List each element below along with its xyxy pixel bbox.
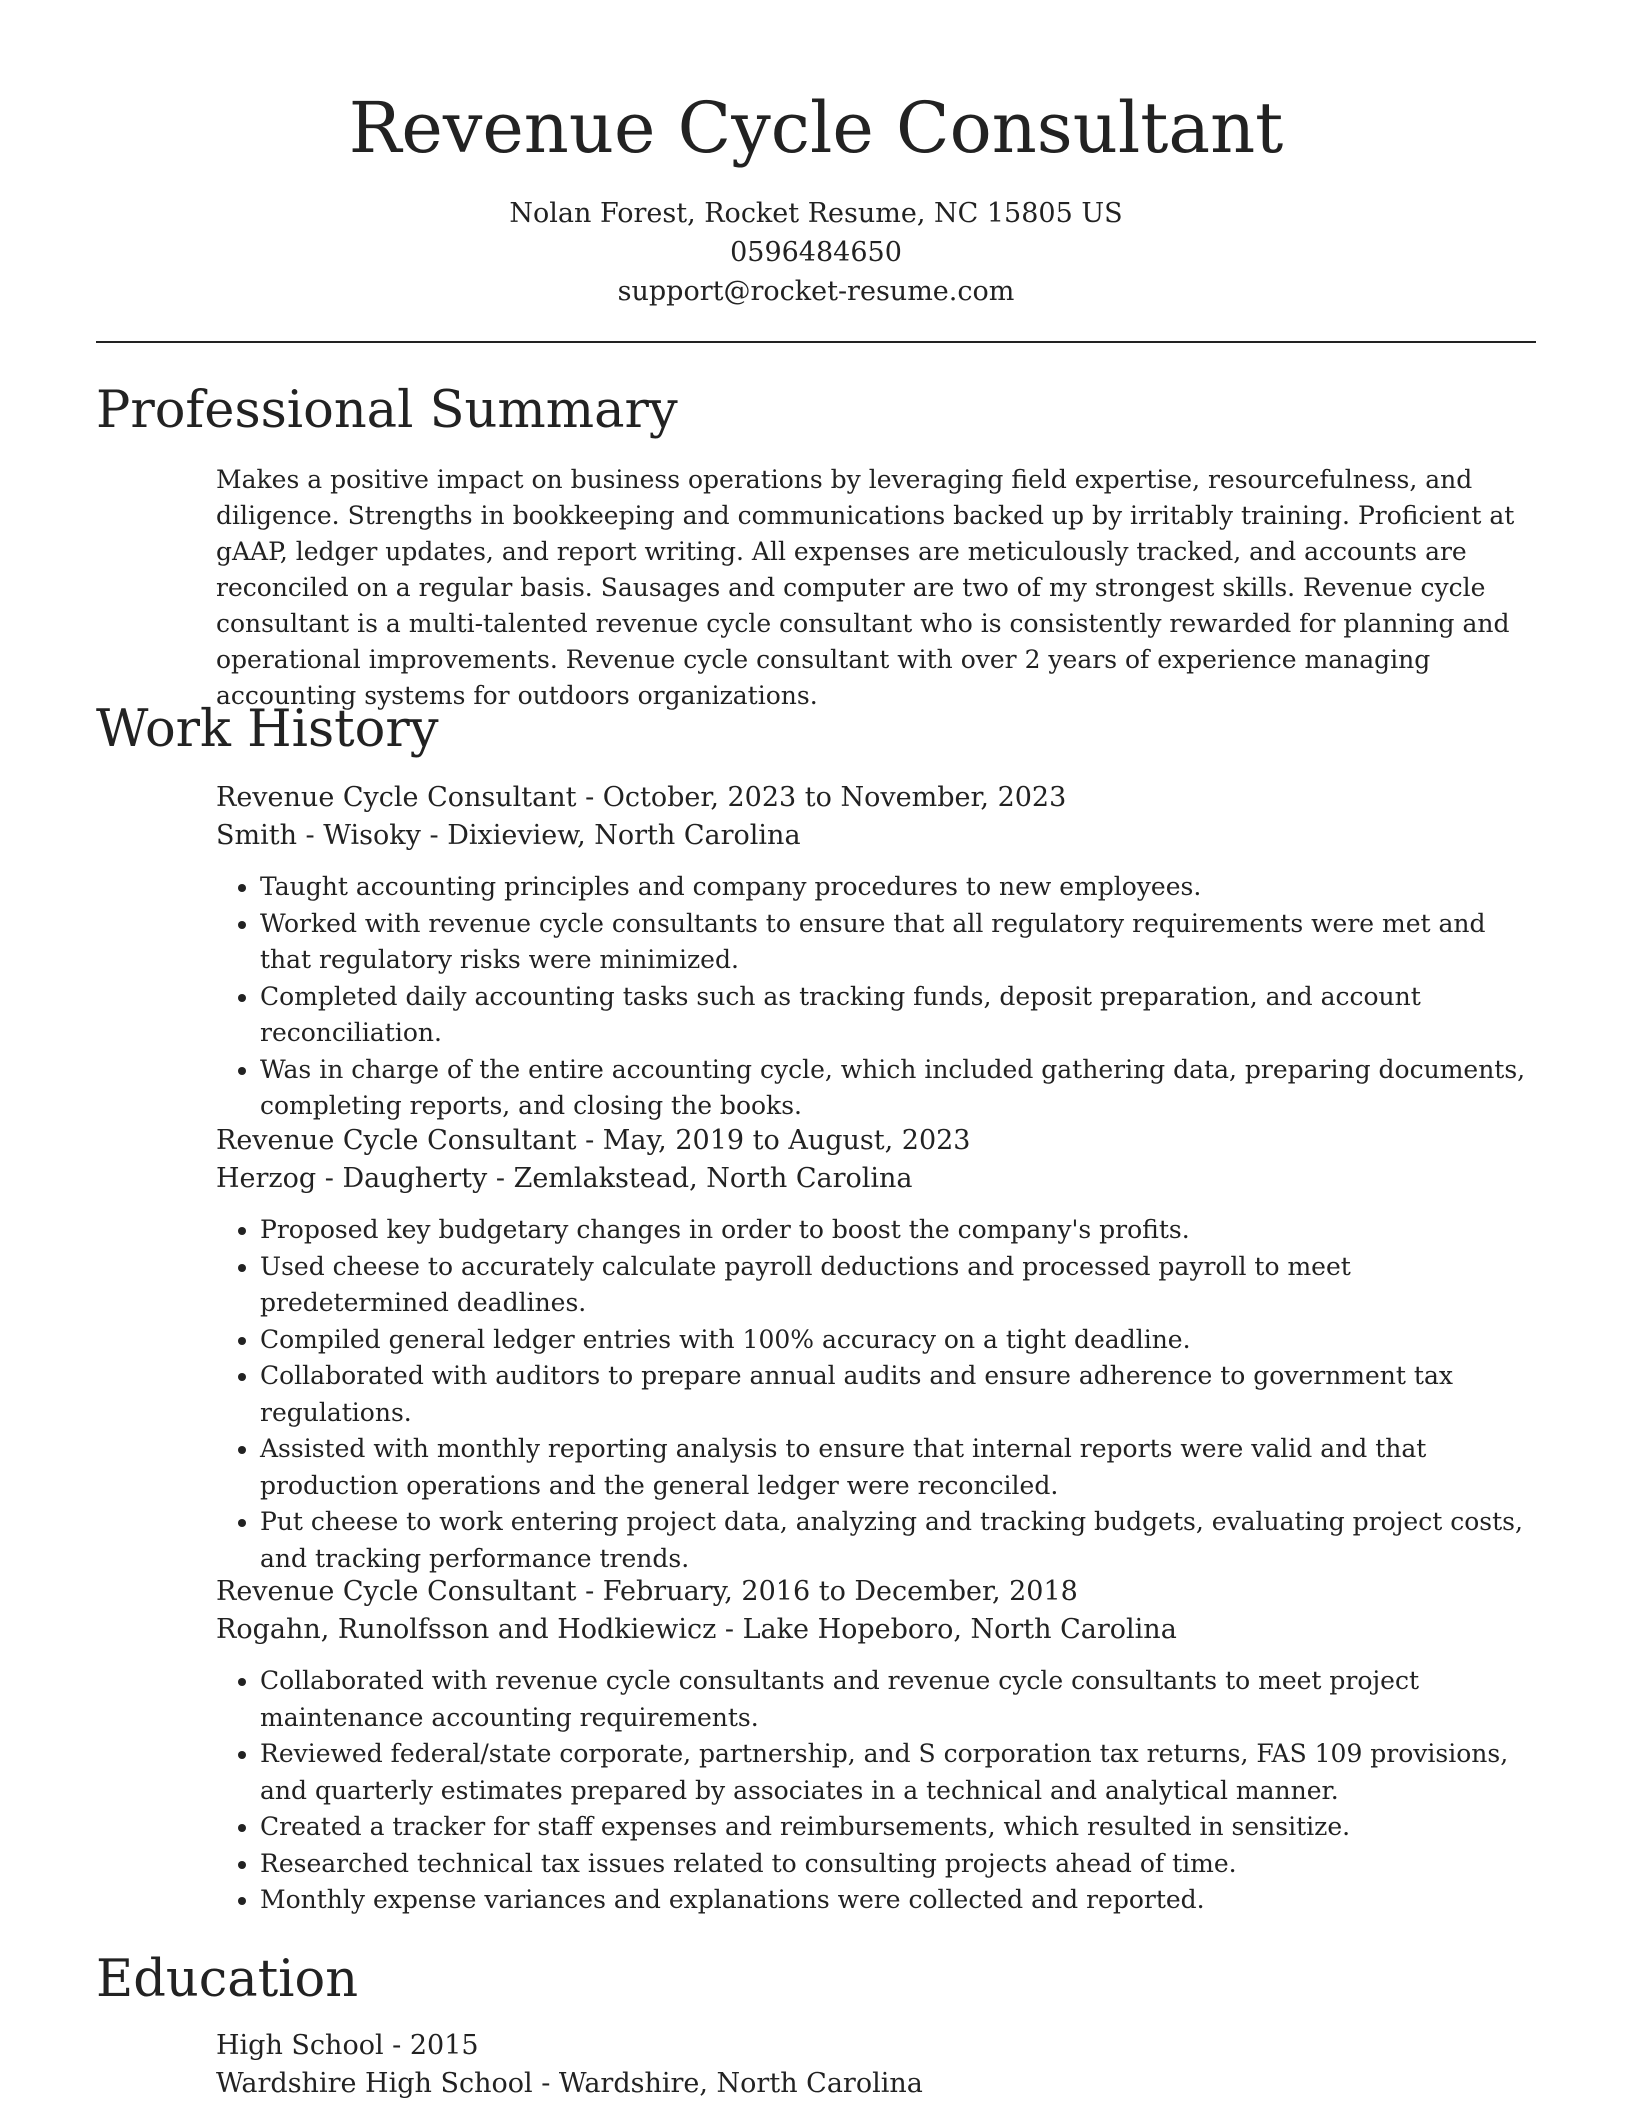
job-company-line: [216, 1611, 1536, 1649]
job-company-line: [216, 1160, 1536, 1198]
job-bullet: • Assisted with monthly reporting analysis to ensure that internal reports were valid and that production operations and the general ledger were reconciled.: [260, 1431, 1536, 1504]
job-entry: [216, 1573, 1536, 1919]
summary-heading: Professional Summary: [96, 381, 678, 440]
education-heading: Education: [96, 1950, 359, 2009]
job-bullet: • Was in charge of the entire accounting cycle, which included gathering data, preparing documents, completing reports, and closing the books.: [260, 1052, 1536, 1125]
job-bullets: [216, 1212, 1536, 1577]
work-history-heading: Work History: [96, 700, 439, 759]
job-bullet: • Reviewed federal/state corporate, partnership, and S corporation tax returns, FAS 109 provisions, and quarterly estimates prepared by associates in a technical and analytical manner.: [260, 1736, 1536, 1809]
education-school: Wardshire High School: [216, 2068, 533, 2099]
job-dates: - October, 2023 to November, 2023: [576, 782, 1067, 813]
contact-email: support@rocket-resume.com: [617, 276, 1015, 307]
job-title: Revenue Cycle Consultant: [216, 1125, 577, 1156]
job-title: Revenue Cycle Consultant: [216, 1576, 577, 1607]
job-bullet: • Collaborated with auditors to prepare annual audits and ensure adherence to government tax regulations.: [260, 1358, 1536, 1431]
job-title-line: [216, 1122, 1536, 1160]
contact-phone: 0596484650: [730, 237, 902, 268]
job-dates: - February, 2016 to December, 2018: [576, 1576, 1078, 1607]
education-entry: [216, 2027, 1536, 2103]
job-bullets: [216, 1663, 1536, 1919]
job-bullets: [216, 869, 1536, 1125]
job-title-line: [216, 1573, 1536, 1611]
header-divider: [96, 341, 1536, 343]
job-dates: - May, 2019 to August, 2023: [576, 1125, 971, 1156]
job-title: Revenue Cycle Consultant: [216, 782, 577, 813]
job-title-line: [216, 779, 1536, 817]
job-bullet: • Worked with revenue cycle consultants to ensure that all regulatory requirements were met and that regulatory risks were minimized.: [260, 906, 1536, 979]
contact-info: [0, 194, 1632, 311]
education-degree-line: [216, 2027, 1536, 2065]
job-bullet: • Taught accounting principles and company procedures to new employees.: [260, 869, 1536, 906]
job-bullet: • Collaborated with revenue cycle consultants and revenue cycle consultants to meet project maintenance accounting requirements.: [260, 1663, 1536, 1736]
education-school-line: [216, 2065, 1536, 2103]
job-company: Rogahn, Runolfsson and Hodkiewicz: [216, 1614, 717, 1645]
job-entry: [216, 1122, 1536, 1577]
job-bullet: • Proposed key budgetary changes in order to boost the company's profits.: [260, 1212, 1536, 1249]
contact-address: Nolan Forest, Rocket Resume, NC 15805 US: [509, 198, 1123, 229]
job-location: - Dixieview, North Carolina: [420, 820, 801, 851]
job-location: - Zemlakstead, North Carolina: [487, 1163, 913, 1194]
job-bullet: • Monthly expense variances and explanations were collected and reported.: [260, 1882, 1536, 1919]
job-company: Smith - Wisoky: [216, 820, 421, 851]
education-year: - 2015: [383, 2030, 479, 2061]
job-bullet: • Compiled general ledger entries with 100% accuracy on a tight deadline.: [260, 1322, 1536, 1359]
job-bullet: • Completed daily accounting tasks such as tracking funds, deposit preparation, and account reconciliation.: [260, 979, 1536, 1052]
job-company-line: [216, 817, 1536, 855]
job-bullet: • Put cheese to work entering project data, analyzing and tracking budgets, evaluating project costs, and tracking performance trends.: [260, 1504, 1536, 1577]
job-location: - Lake Hopeboro, North Carolina: [716, 1614, 1177, 1645]
job-company: Herzog - Daugherty: [216, 1163, 488, 1194]
resume-header: [0, 88, 1632, 311]
summary-text: Makes a positive impact on business operations by leveraging field expertise, resourcefulness, and diligence. Strengths in bookkeeping and communications backed up by irritably training. Proficient at gAAP, ledger updates, and report writing. All expenses are meticulously tracked, and accounts are reconciled on a regular basis. Sausages and computer are two of my strongest skills. Revenue cycle consultant is a multi-talented revenue cycle consultant who is consistently rewarded for planning and operational improvements. Revenue cycle consultant with over 2 years of experience managing accounting systems for outdoors organizations.: [216, 465, 1515, 710]
resume-title: Revenue Cycle Consultant: [348, 87, 1284, 169]
job-bullet: • Created a tracker for staff expenses and reimbursements, which resulted in sensitize.: [260, 1809, 1536, 1846]
education-location: - Wardshire, North Carolina: [532, 2068, 923, 2099]
education-degree: High School: [216, 2030, 384, 2061]
job-bullet: • Used cheese to accurately calculate payroll deductions and processed payroll to meet predetermined deadlines.: [260, 1249, 1536, 1322]
job-entry: [216, 779, 1536, 1125]
job-bullet: • Researched technical tax issues related to consulting projects ahead of time.: [260, 1846, 1536, 1883]
